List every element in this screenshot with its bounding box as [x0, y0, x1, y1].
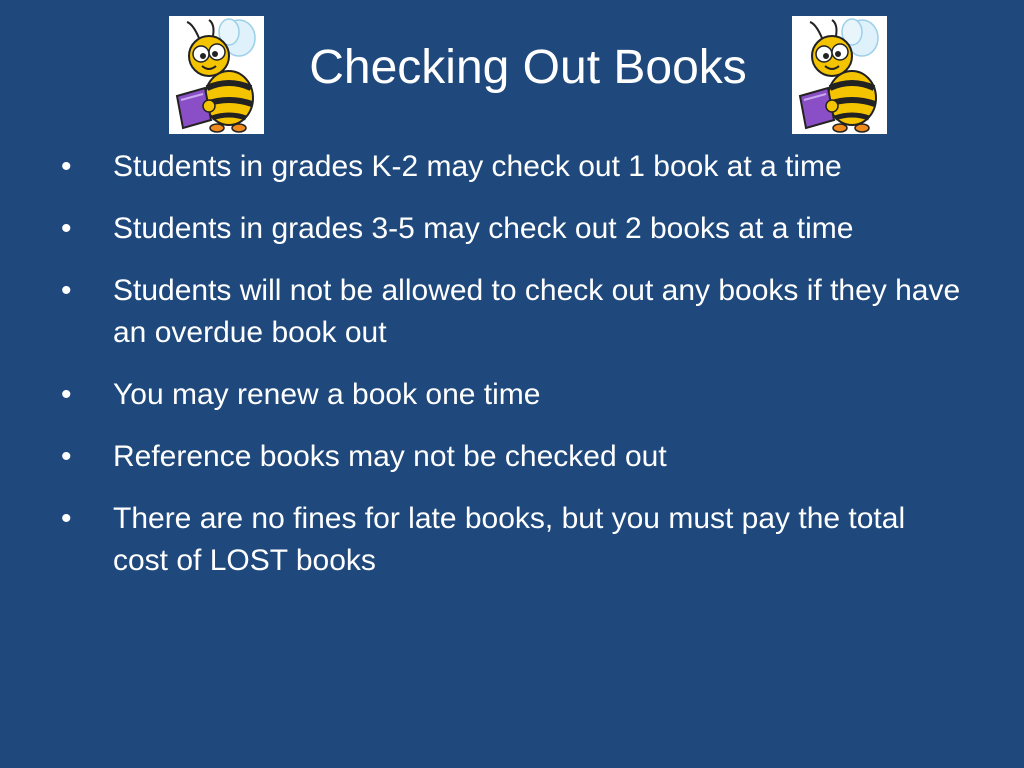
bullet-marker: •: [61, 150, 72, 183]
bullet-list: [56, 146, 976, 602]
bullet-text: Students in grades 3-5 may check out 2 books at a time: [113, 212, 854, 245]
bullet-marker: •: [61, 212, 72, 245]
bullet-item: [56, 146, 976, 188]
bullet-text: Students will not be allowed to check out any books if they have an overdue book out: [113, 274, 961, 349]
bullet-marker: •: [61, 274, 72, 307]
bullet-item: [56, 270, 976, 354]
bullet-item: [56, 498, 976, 582]
bullet-text: Students in grades K-2 may check out 1 book at a time: [113, 150, 842, 183]
bee-reading-book-icon: [169, 16, 264, 134]
bullet-text: There are no fines for late books, but you must pay the total cost of LOST books: [113, 502, 906, 577]
bullet-marker: •: [61, 440, 72, 473]
bee-reading-book-icon: [792, 16, 887, 134]
bullet-item: [56, 436, 976, 478]
slide-title: Checking Out Books: [309, 41, 747, 94]
bullet-text: You may renew a book one time: [113, 378, 541, 411]
bullet-item: [56, 374, 976, 416]
bullet-text: Reference books may not be checked out: [113, 440, 667, 473]
bullet-marker: •: [61, 502, 72, 535]
bullet-item: [56, 208, 976, 250]
bullet-marker: •: [61, 378, 72, 411]
